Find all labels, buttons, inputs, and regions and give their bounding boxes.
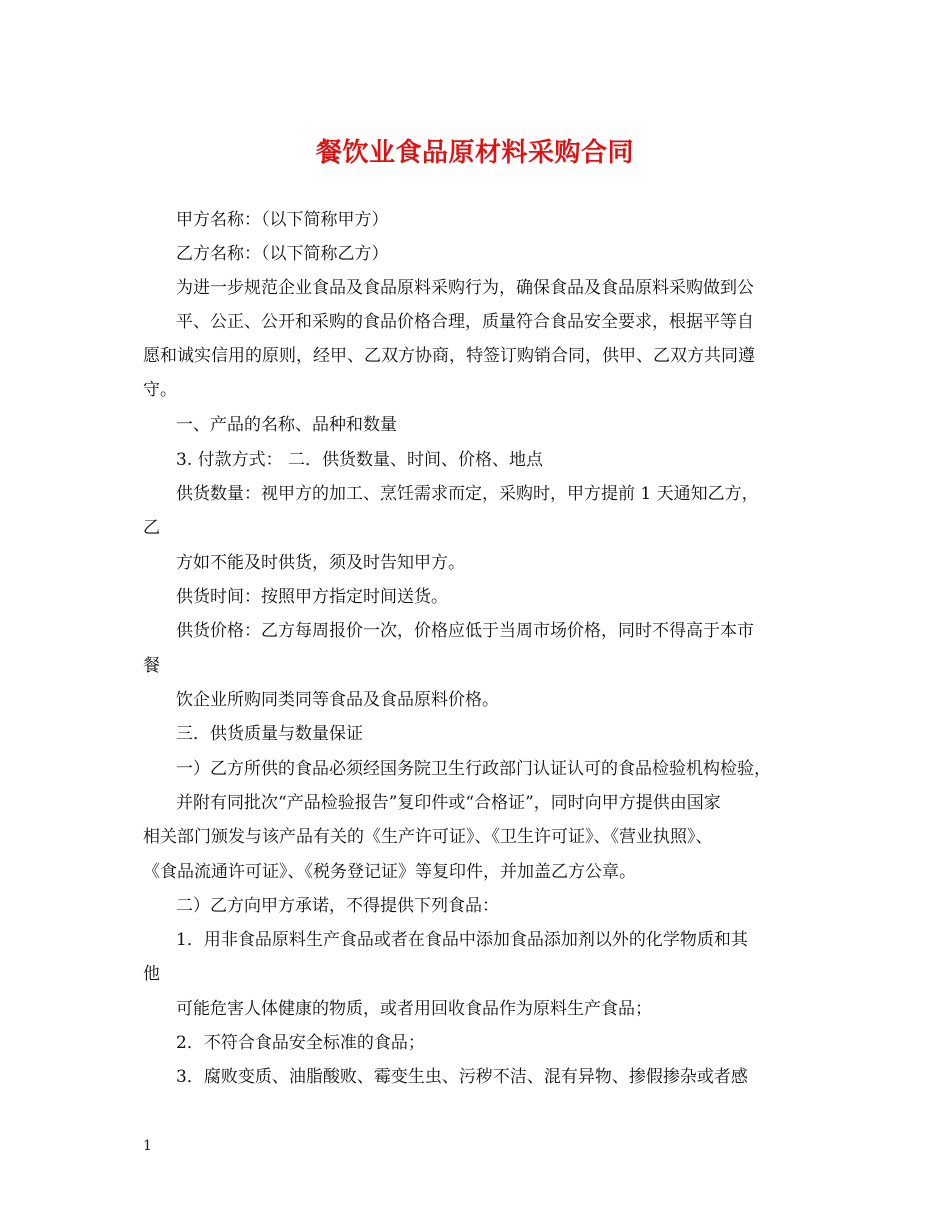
list-item: 2．不符合食品安全标准的食品； xyxy=(176,1033,425,1053)
paragraph-line: 愿和诚实信用的原则，经甲、乙双方协商，特签订购销合同，供甲、乙双方共同遵 xyxy=(143,346,755,366)
paragraph-line: 供货时间：按照甲方指定时间送货。 xyxy=(176,587,448,607)
paragraph-line: 供货数量：视甲方的加工、烹饪需求而定，采购时，甲方提前 1 天通知乙方， xyxy=(176,484,759,504)
paragraph-line: 并附有同批次“产品检验报告”复印件或“合格证”，同时向甲方提供由国家 xyxy=(176,793,721,813)
document-title: 餐饮业食品原材料采购合同 xyxy=(315,138,634,168)
paragraph-line: 饮企业所购同类同等食品及食品原料价格。 xyxy=(176,690,499,710)
paragraph-line: 守。 xyxy=(143,380,177,400)
section-heading: 二）乙方向甲方承诺，不得提供下列食品： xyxy=(176,896,499,916)
party-a-line: 甲方名称：（以下简称甲方） xyxy=(176,210,389,230)
party-b-line: 乙方名称：（以下简称乙方） xyxy=(176,244,389,264)
paragraph-line: 为进一步规范企业食品及食品原料采购行为，确保食品及食品原料采购做到公 xyxy=(176,278,754,298)
list-item: 3．腐败变质、油脂酸败、霉变生虫、污秽不洁、混有异物、掺假掺杂或者感 xyxy=(176,1067,748,1087)
paragraph-line: 《食品流通许可证》、《税务登记证》等复印件，并加盖乙方公章。 xyxy=(143,862,636,882)
page-number: 1 xyxy=(143,1138,152,1154)
paragraph-line: 方如不能及时供货，须及时告知甲方。 xyxy=(176,553,465,573)
paragraph-line: 供货价格：乙方每周报价一次，价格应低于当周市场价格，同时不得高于本市 xyxy=(176,621,754,641)
paragraph-line: 相关部门颁发与该产品有关的《生产许可证》、《卫生许可证》、《营业执照》、 xyxy=(143,827,713,847)
paragraph-line: 一）乙方所供的食品必须经国务院卫生行政部门认证认可的食品检验机构检验， xyxy=(176,759,771,779)
section-heading: 三．供货质量与数量保证 xyxy=(176,724,363,744)
list-item: 1．用非食品原料生产食品或者在食品中添加食品添加剂以外的化学物质和其 xyxy=(176,930,748,950)
section-heading: 一、产品的名称、品种和数量 xyxy=(176,415,397,435)
paragraph-line: 可能危害人体健康的物质，或者用回收食品作为原料生产食品； xyxy=(176,999,652,1019)
paragraph-line: 餐 xyxy=(143,656,160,676)
paragraph-line: 平、公正、公开和采购的食品价格合理，质量符合食品安全要求，根据平等自 xyxy=(176,312,754,332)
section-heading: 3. 付款方式： 二．供货数量、时间、价格、地点 xyxy=(176,450,544,470)
paragraph-line: 乙 xyxy=(143,518,160,538)
paragraph-line: 他 xyxy=(143,964,160,984)
